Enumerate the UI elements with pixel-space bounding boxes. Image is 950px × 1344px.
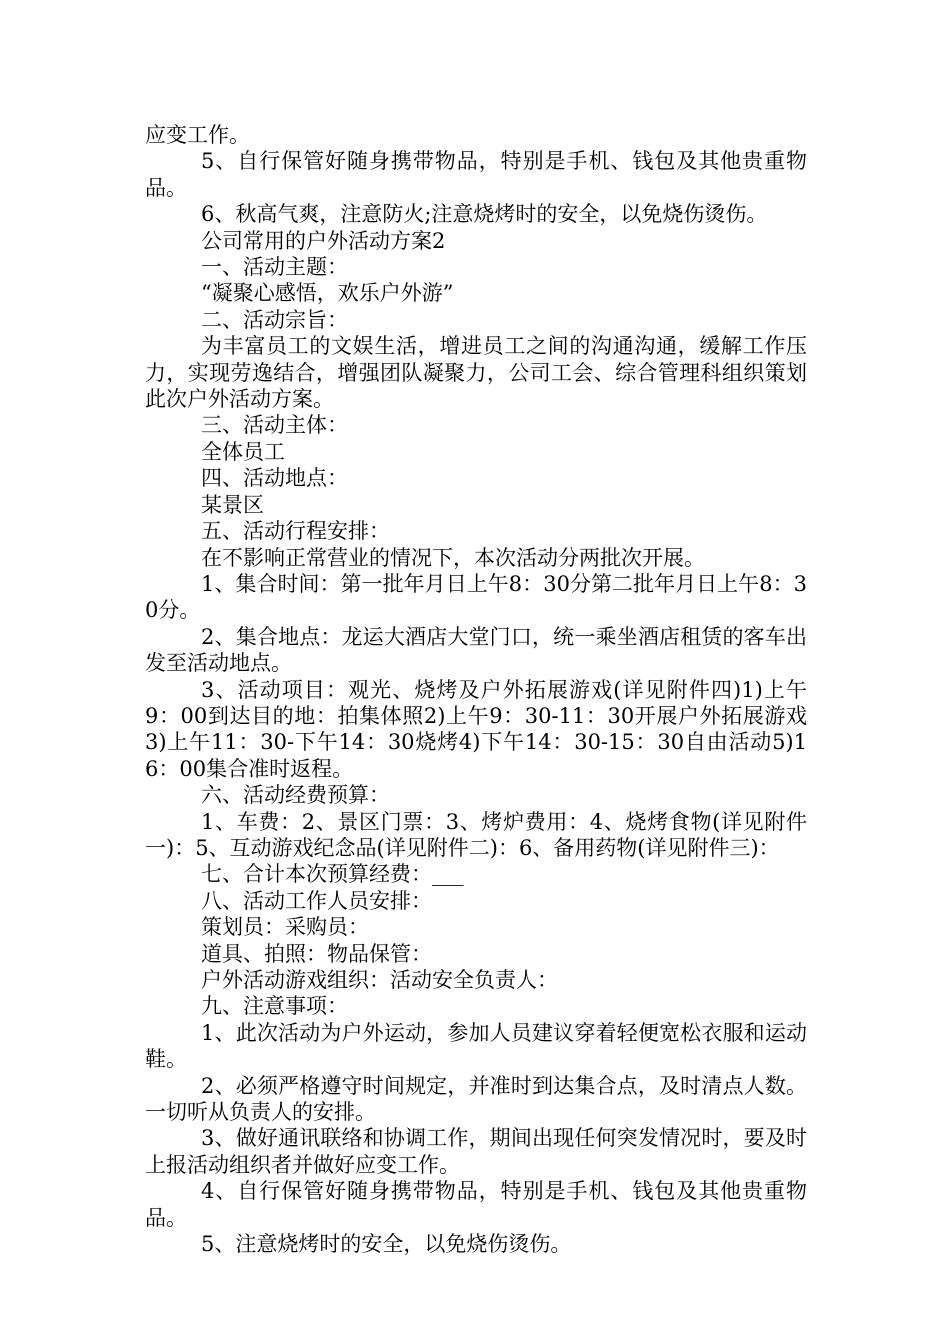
paragraph: 4、自行保管好随身携带物品，特别是手机、钱包及其他贵重物品。 <box>145 1179 807 1230</box>
paragraph: 1、集合时间：第一批年月日上午8：30分第二批年月日上午8：30分。 <box>145 571 807 623</box>
section-heading: 八、活动工作人员安排： <box>201 888 432 913</box>
section-heading: 九、注意事项： <box>201 994 348 1019</box>
paragraph: 某景区 <box>201 492 264 517</box>
paragraph: 5、注意烧烤时的安全，以免烧伤烫伤。 <box>201 1232 572 1257</box>
paragraph: 在不影响正常营业的情况下，本次活动分两批次开展。 <box>201 545 705 570</box>
section-heading: 七、合计本次预算经费：___ <box>201 862 464 887</box>
section-heading: 六、活动经费预算： <box>201 783 390 808</box>
paragraph: 2、必须严格遵守时间规定，并准时到达集合点，及时清点人数。一切听从负责人的安排。 <box>145 1073 807 1125</box>
paragraph: 1、此次活动为户外运动，参加人员建议穿着轻便宽松衣服和运动鞋。 <box>145 1020 807 1072</box>
paragraph: 应变工作。 <box>145 123 250 147</box>
paragraph: 2、集合地点：龙运大酒店大堂门口，统一乘坐酒店租赁的客车出发至活动地点。 <box>145 624 807 676</box>
paragraph: 策划员：采购员： <box>201 915 369 940</box>
paragraph: “凝聚心感悟，欢乐户外游” <box>201 281 454 306</box>
document-body <box>145 122 807 1257</box>
section-heading: 二、活动宗旨： <box>201 307 348 332</box>
paragraph: 3、活动项目：观光、烧烤及户外拓展游戏(详见附件四)1)上午9：00到达目的地：拍集体照2)上午9：30-11：30开展户外拓展游戏3)上午11：30-下午14：30烧烤4)下午14：30-15：30自由活动5)16：00集合准时返程。 <box>145 677 807 781</box>
paragraph: 5、自行保管好随身携带物品，特别是手机、钱包及其他贵重物品。 <box>145 149 807 200</box>
paragraph: 为丰富员工的文娱生活，增进员工之间的沟通沟通，缓解工作压力，实现劳逸结合，增强团队凝聚力，公司工会、综合管理科组织策划此次户外活动方案。 <box>145 334 807 412</box>
paragraph: 3、做好通讯联络和协调工作，期间出现任何突发情况时，要及时上报活动组织者并做好应变工作。 <box>145 1126 807 1177</box>
section-heading: 公司常用的户外活动方案2 <box>201 228 446 253</box>
paragraph: 全体员工 <box>201 439 285 464</box>
section-heading: 四、活动地点： <box>201 466 348 491</box>
section-heading: 一、活动主题： <box>201 255 348 280</box>
paragraph: 6、秋高气爽，注意防火;注意烧烤时的安全，以免烧伤烫伤。 <box>201 202 768 227</box>
section-heading: 五、活动行程安排： <box>201 519 390 544</box>
paragraph: 1、车费：2、景区门票：3、烤炉费用：4、烧烤食物(详见附件一)：5、互动游戏纪念品(详见附件二)：6、备用药物(详见附件三)： <box>145 809 807 860</box>
paragraph: 户外活动游戏组织：活动安全负责人： <box>201 968 558 992</box>
section-heading: 三、活动主体： <box>201 413 348 438</box>
paragraph: 道具、拍照：物品保管： <box>201 941 432 966</box>
